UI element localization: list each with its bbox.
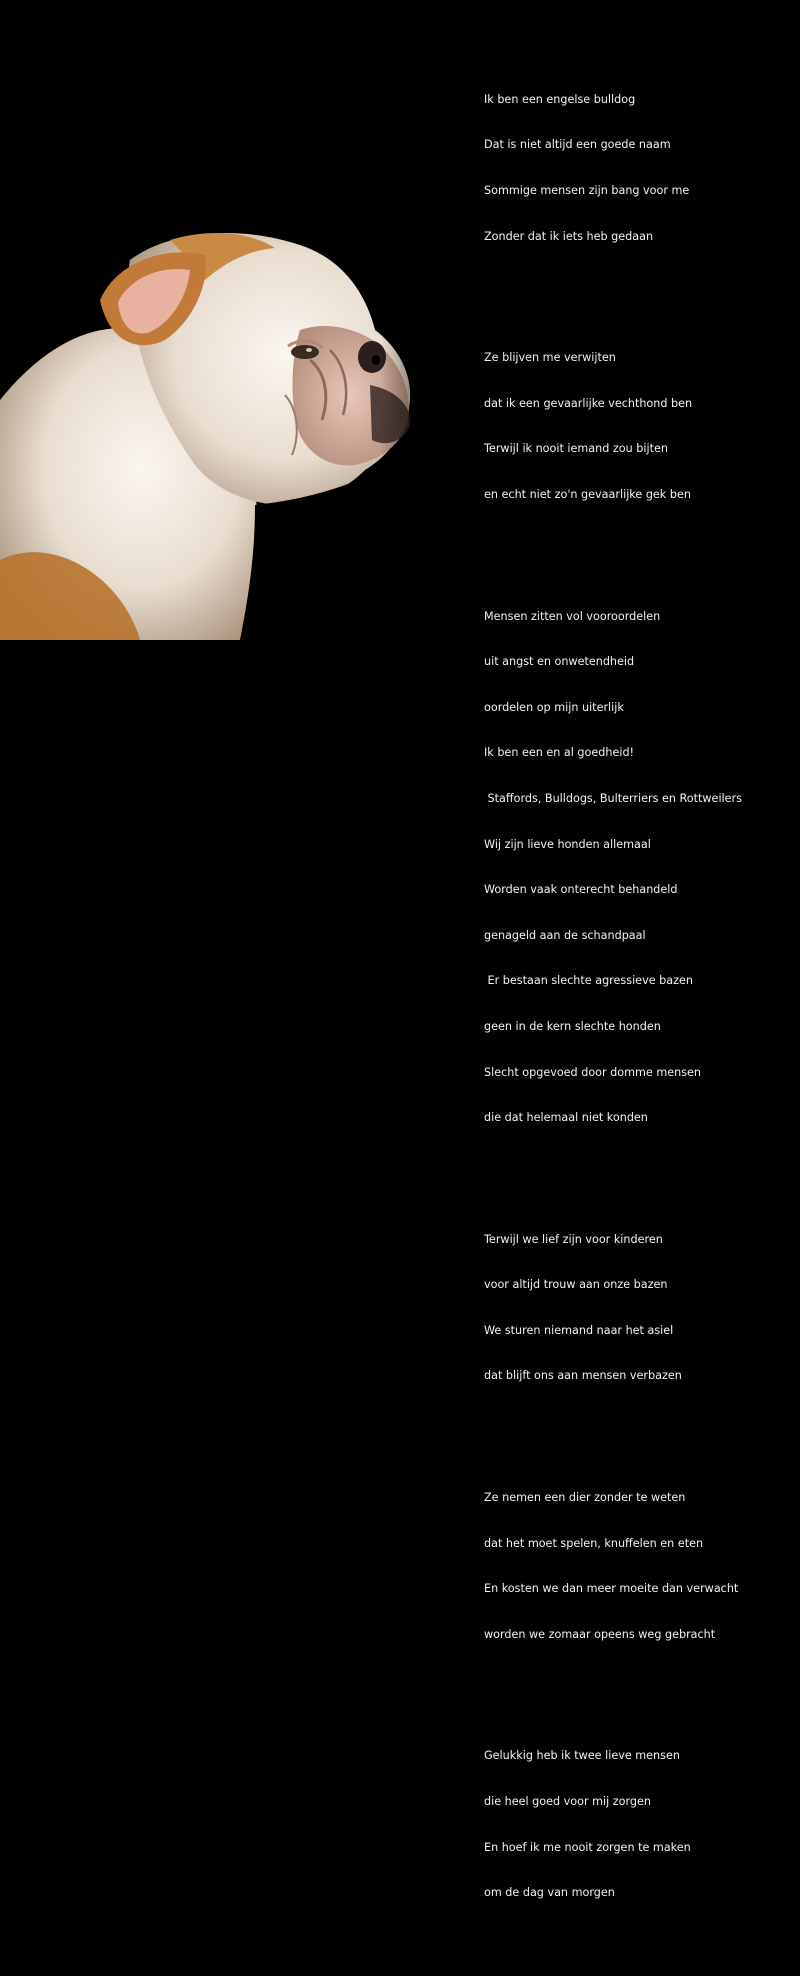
poem-line: en echt niet zo'n gevaarlijke gek ben xyxy=(484,487,691,501)
poem-line: Dat is niet altijd een goede naam xyxy=(484,138,671,152)
poem-line: Ik ben een en al goedheid! xyxy=(484,746,635,760)
poem-line: Terwijl ik nooit iemand zou bijten xyxy=(484,442,668,456)
poem-line: oordelen op mijn uiterlijk xyxy=(484,700,624,714)
bulldog-eye xyxy=(291,345,319,359)
poem-line: die heel goed voor mij zorgen xyxy=(484,1795,651,1809)
poem-stanza-6 xyxy=(484,1718,784,1931)
poem-stanza-2 xyxy=(484,320,784,533)
bulldog-eye-highlight xyxy=(306,348,312,352)
poem-line: Terwijl we lief zijn voor kinderen xyxy=(484,1232,663,1246)
poem-line: geen in de kern slechte honden xyxy=(484,1019,661,1033)
poem-stanza-3 xyxy=(484,578,784,1156)
photo-edge-fade xyxy=(380,0,440,640)
poem-line: We sturen niemand naar het asiel xyxy=(484,1323,674,1337)
poem-line: dat het moet spelen, knuffelen en eten xyxy=(484,1536,704,1550)
poem-line: Ze nemen een dier zonder te weten xyxy=(484,1491,686,1505)
poem-line: Ik ben een engelse bulldog xyxy=(484,92,636,106)
poem-line: Er bestaan slechte agressieve bazen xyxy=(484,974,693,988)
poem-text xyxy=(484,31,784,1976)
poem-line: Sommige mensen zijn bang voor me xyxy=(484,184,690,197)
poem-stanza-5 xyxy=(484,1460,784,1673)
poem-line: worden we zomaar opeens weg gebracht xyxy=(484,1627,716,1641)
poem-line: Slecht opgevoed door domme mensen xyxy=(484,1065,702,1079)
poem-line: die dat helemaal niet konden xyxy=(484,1111,648,1125)
poem-line: Worden vaak onterecht behandeld xyxy=(484,883,678,897)
bulldog-nostril xyxy=(372,355,380,365)
bulldog-photo xyxy=(0,0,440,640)
poem-line: En kosten we dan meer moeite dan verwacht xyxy=(484,1582,739,1596)
poem-line: Wij zijn lieve honden allemaal xyxy=(484,837,651,851)
poem-line: dat ik een gevaarlijke vechthond ben xyxy=(484,396,693,410)
poem-line: Ze blijven me verwijten xyxy=(484,351,616,365)
poem-line: Mensen zitten vol vooroordelen xyxy=(484,609,661,623)
poem-line: voor altijd trouw aan onze bazen xyxy=(484,1278,668,1292)
poem-line: uit angst en onwetendheid xyxy=(484,655,635,669)
poem-line: Zonder dat ik iets heb gedaan xyxy=(484,229,654,243)
poem-line: dat blijft ons aan mensen verbazen xyxy=(484,1369,682,1383)
poem-line: En hoef ik me nooit zorgen te maken xyxy=(484,1840,691,1854)
poem-line: om de dag van morgen xyxy=(484,1886,615,1900)
poem-line: Gelukkig heb ik twee lieve mensen xyxy=(484,1749,680,1763)
poem-stanza-4 xyxy=(484,1201,784,1414)
poem-line: Staffords, Bulldogs, Bulterriers en Rottweilers xyxy=(484,791,742,805)
poem-line: genageld aan de schandpaal xyxy=(484,928,646,942)
poem-stanza-1 xyxy=(484,61,784,274)
